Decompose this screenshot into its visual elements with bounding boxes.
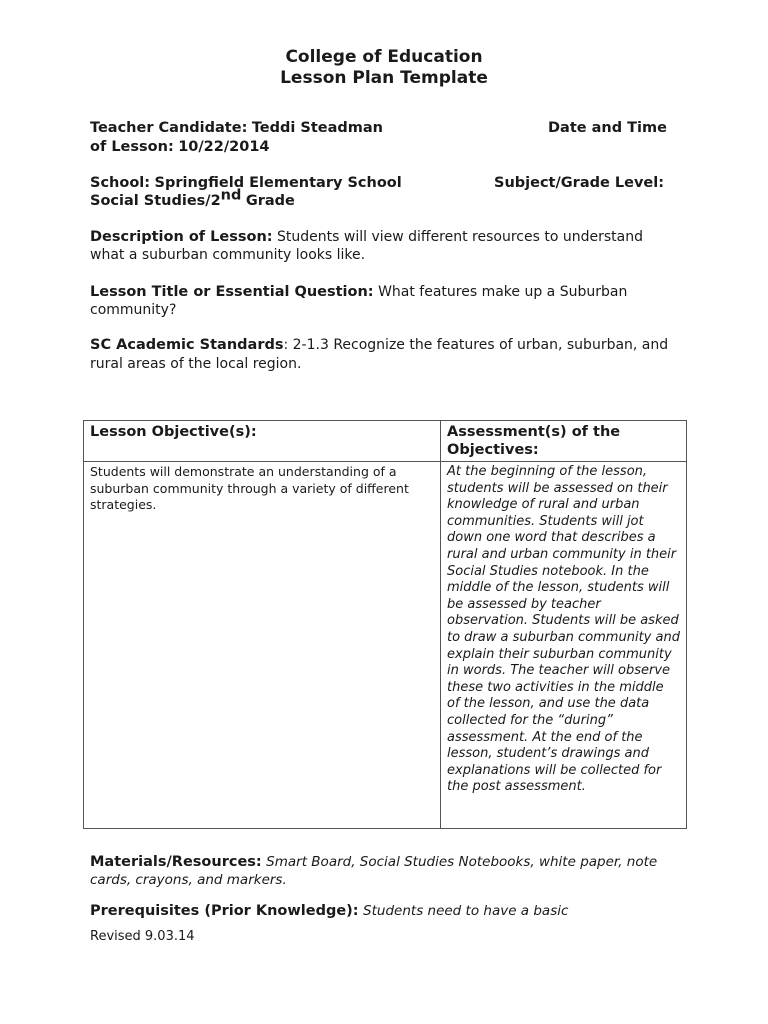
school-label: School:: [90, 175, 151, 191]
materials-label: Materials/Resources:: [90, 854, 262, 870]
date-value: 10/22/2014: [178, 139, 270, 155]
objective-cell: Students will demonstrate an understanding of a suburban community through a variety of different strategies.: [84, 462, 441, 829]
prerequisites-label: Prerequisites (Prior Knowledge):: [90, 903, 359, 919]
date-line: [90, 138, 680, 156]
description-section: [90, 228, 680, 264]
teacher-label: Teacher Candidate:: [90, 120, 248, 136]
revised-footer: Revised 9.03.14: [90, 929, 195, 944]
assessment-cell: At the beginning of the lesson, students will be assessed on their knowledge of rural and urban communities. Students will jot down one word that describes a rural and urban community in their Social Studies notebook. In the middle of the lesson, students will be assessed by teacher observation. Students will be asked to draw a suburban community and explain their suburban community in words. The teacher will observe these two activities in the middle of the lesson, and use the data collected for the “during” assessment. At the end of the lesson, student’s drawings and explanations will be collected for the post assessment.: [441, 462, 687, 829]
grade-superscript: nd: [220, 187, 242, 204]
date-label: of Lesson:: [90, 139, 174, 155]
assessment-header: Assessment(s) of the Objectives:: [441, 421, 687, 462]
materials-text: Smart Board, Social Studies Notebooks, white paper, note cards, crayons, and markers.: [90, 854, 658, 888]
lesson-title-label: Lesson Title or Essential Question:: [90, 284, 374, 300]
college-title: College of Education: [285, 47, 483, 67]
table-header-row: [84, 421, 687, 462]
template-title: Lesson Plan Template: [280, 68, 488, 88]
lesson-title-text: What features make up a Suburban community?: [90, 284, 628, 318]
lesson-title-section: [90, 283, 680, 319]
subject-value: Social Studies/2: [90, 193, 221, 209]
subject-grade-label: Subject/Grade Level:: [494, 175, 664, 191]
description-text: Students will view different resources to understand what a suburban community looks like.: [90, 229, 643, 263]
objective-header: Lesson Objective(s):: [84, 421, 441, 462]
standards-label: SC Academic Standards: [90, 337, 284, 353]
prerequisites-text: Students need to have a basic: [363, 903, 569, 919]
objectives-table: [83, 420, 687, 829]
materials-section: [90, 853, 680, 889]
standards-section: [90, 336, 680, 374]
table-row: [84, 462, 687, 829]
description-label: Description of Lesson:: [90, 229, 273, 245]
date-time-label: Date and Time: [548, 120, 667, 136]
subject-line: [90, 187, 680, 210]
prerequisites-section: [90, 902, 680, 920]
standards-text: : 2-1.3 Recognize the features of urban, suburban, and rural areas of the local region.: [90, 337, 669, 372]
grade-word: Grade: [245, 193, 295, 209]
school-name: Springfield Elementary School: [154, 175, 402, 191]
teacher-name: Teddi Steadman: [251, 120, 383, 136]
